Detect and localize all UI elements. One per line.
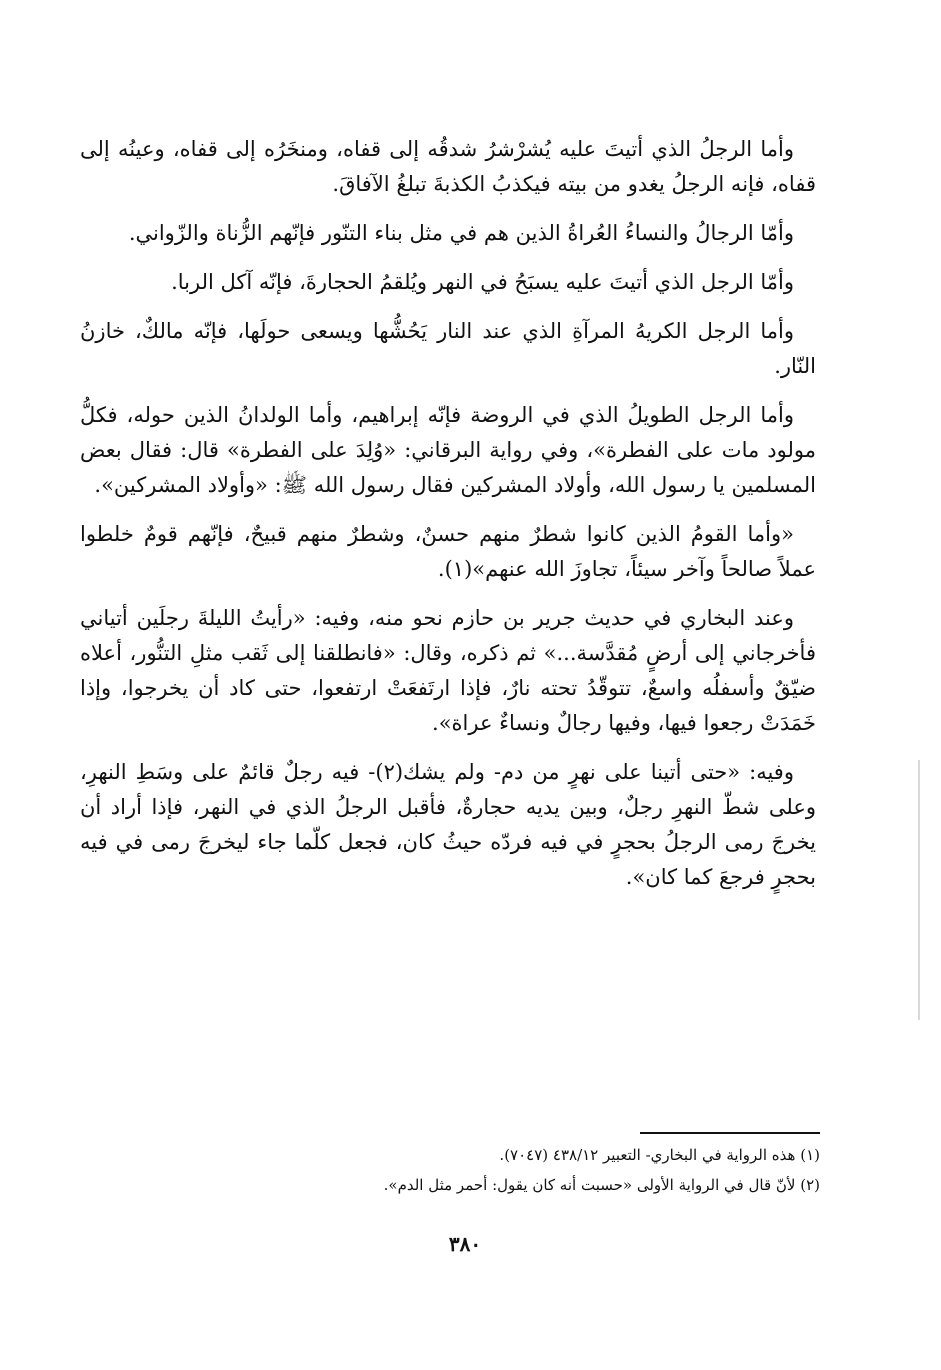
footnote-divider (640, 1132, 820, 1134)
scan-margin-line (918, 760, 920, 1020)
paragraph-6: «وأما القومُ الذين كانوا شطرٌ منهم حسنٌ، وشطرٌ منهم قبيحٌ، فإنّهم قومٌ خلطوا عملاً صالحاً وآخر سيئاً، تجاوزَ الله عنهم»(١). (80, 522, 816, 581)
main-text (80, 132, 816, 909)
paragraph-4: وأما الرجل الكريهُ المرآةِ الذي عند النار يَحُشُّها ويسعى حولَها، فإنّه مالكٌ، خازنُ النّار. (80, 319, 816, 378)
footnote-2: (٢) لأنّ قال في الرواية الأولى «حسبت أنه كان يقول: أحمر مثل الدم». (383, 1176, 820, 1194)
paragraph-1: وأما الرجلُ الذي أتيتَ عليه يُشرْشرُ شدقُه إلى قفاه، ومنخَرُه إلى قفاه، وعينُه إلى قفاه، فإنه الرجلُ يغدو من بيته فيكذبُ الكذبةَ تبلغُ الآفاقَ. (80, 137, 816, 196)
page-number: ٣٨٠ (448, 1232, 482, 1256)
paragraph-3: وأمّا الرجل الذي أتيتَ عليه يسبَحُ في النهر ويُلقمُ الحجارةَ، فإنّه آكل الربا. (171, 270, 794, 294)
paragraph-5: وأما الرجل الطويلُ الذي في الروضة فإنّه إبراهيم، وأما الولدانُ الذين حوله، فكلُّ مولود مات على الفطرة»، وفي رواية البرقاني: «وُلِدَ على الفطرة» قال: فقال بعض المسلمين يا رسول الله، وأولاد المشركين فقال رسول الله ﷺ: «وأولاد المشركين». (80, 403, 816, 497)
paragraph-7: وعند البخاري في حديث جرير بن حازم نحو منه، وفيه: «رأيتُ الليلةَ رجلَين أتياني فأخرجاني إلى أرضٍ مُقدَّسة...» ثم ذكره، وقال: «فانطلقنا إلى ثَقب مثلِ التنُّور، أعلاه ضيّقٌ وأسفلُه واسعٌ، تتوقّدُ تحته نارٌ، فإذا ارتَفعَتْ ارتفعوا، حتى كاد أن يخرجوا، وإذا خَمَدَتْ رجعوا فيها، وفيها رجالٌ ونساءٌ عراة». (80, 606, 816, 735)
paragraph-8: وفيه: «حتى أتينا على نهرٍ من دم- ولم يشك(٢)- فيه رجلٌ قائمٌ على وسَطِ النهرِ، وعلى شطّ النهرِ رجلٌ، وبين يديه حجارةٌ، فأقبل الرجلُ الذي في النهر، فإذا أراد أن يخرجَ رمى الرجلُ بحجرٍ في فيه فردّه حيثُ كان، فجعل كلّما جاء ليخرجَ رمى في فيه بحجرٍ فرجعَ كما كان». (80, 760, 816, 889)
paragraph-2: وأمّا الرجالُ والنساءُ العُراةُ الذين هم في مثل بناء التنّور فإنّهم الزُّناة والزّواني. (128, 221, 794, 245)
footnotes (260, 1140, 820, 1200)
footnote-1: (١) هذه الرواية في البخاري- التعبير ٤٣٨/١٢ (٧٠٤٧). (499, 1146, 820, 1164)
